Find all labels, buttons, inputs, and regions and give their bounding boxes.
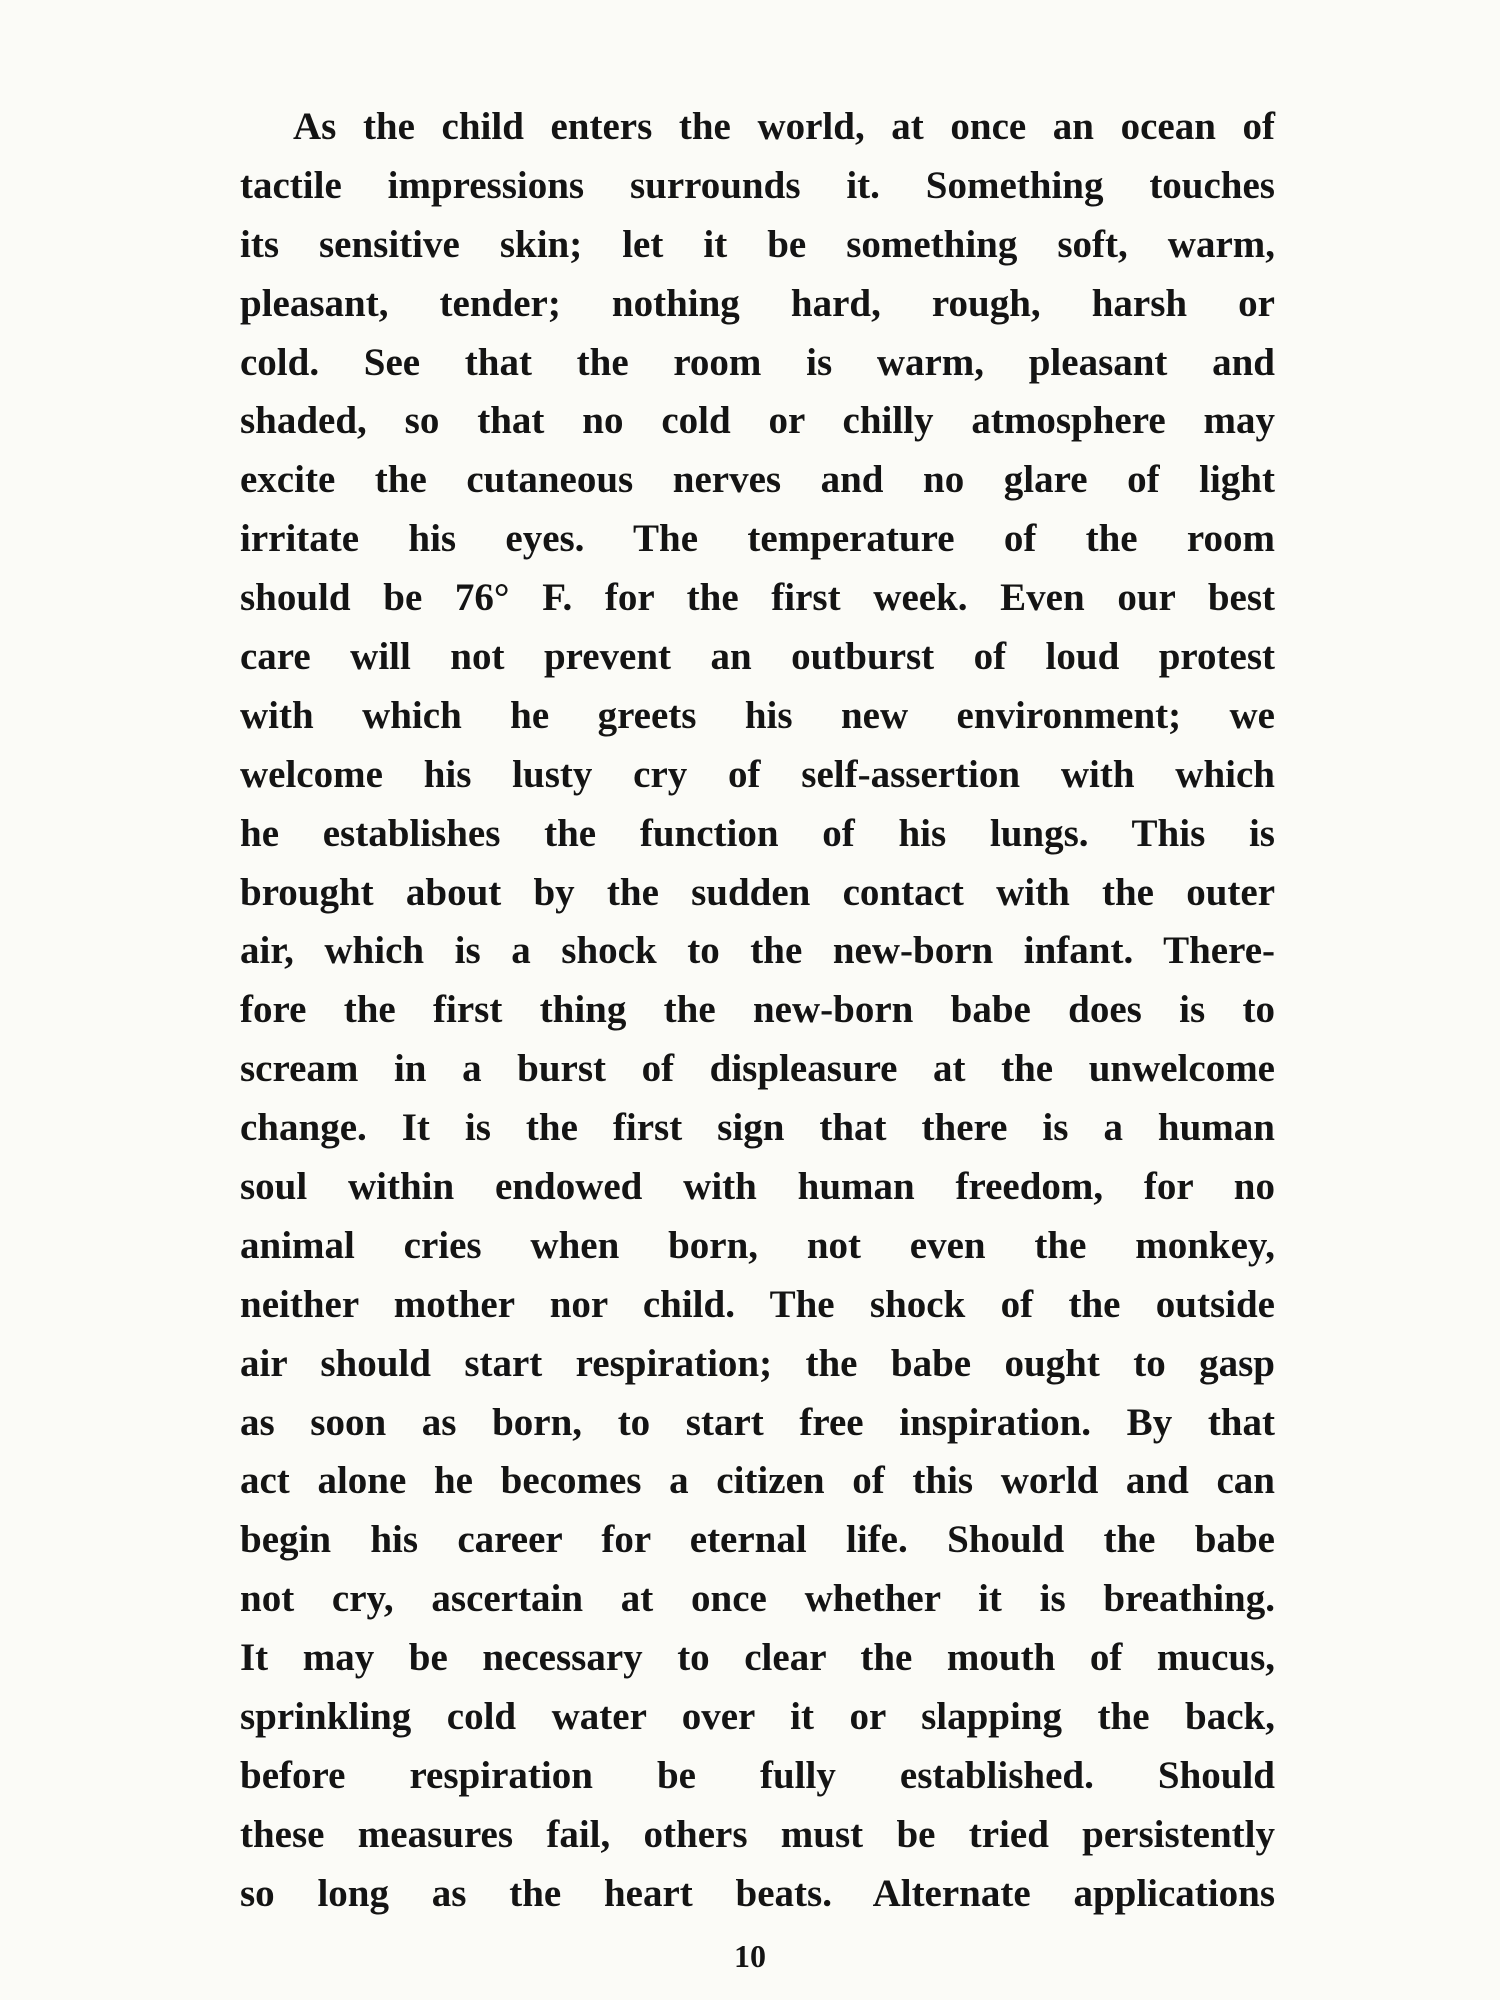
text-line: its sensitive skin; let it be something soft, warm, bbox=[240, 222, 1275, 266]
text-line: As the child enters the world, at once an ocean of bbox=[293, 105, 1275, 148]
text-line: begin his career for eternal life. Should the babe bbox=[240, 1518, 1275, 1562]
text-line: excite the cutaneous nerves and no glare of light bbox=[240, 458, 1275, 502]
text-line: air, which is a shock to the new-born infant. There- bbox=[240, 929, 1275, 973]
text-line: change. It is the first sign that there is a human bbox=[240, 1106, 1275, 1150]
text-line: cold. See that the room is warm, pleasant and bbox=[240, 340, 1275, 384]
text-line: It may be necessary to clear the mouth of mucus, bbox=[240, 1636, 1275, 1680]
text-line: should be 76° F. for the first week. Even our best bbox=[240, 576, 1275, 620]
text-line: soul within endowed with human freedom, for no bbox=[240, 1165, 1275, 1209]
text-line: brought about by the sudden contact with the outer bbox=[240, 870, 1275, 914]
text-line: welcome his lusty cry of self-assertion with which bbox=[240, 752, 1275, 796]
text-line: animal cries when born, not even the monkey, bbox=[240, 1223, 1275, 1267]
text-line: sprinkling cold water over it or slapping the back, bbox=[240, 1695, 1275, 1739]
text-line: care will not prevent an outburst of loud protest bbox=[240, 635, 1275, 679]
text-line: as soon as born, to start free inspiration. By that bbox=[240, 1400, 1275, 1444]
text-line: act alone he becomes a citizen of this world and can bbox=[240, 1459, 1275, 1503]
text-line: he establishes the function of his lungs. This is bbox=[240, 811, 1275, 855]
text-line: irritate his eyes. The temperature of the room bbox=[240, 517, 1275, 561]
text-line: these measures fail, others must be tried persistently bbox=[240, 1812, 1275, 1856]
text-line: so long as the heart beats. Alternate applications bbox=[240, 1871, 1275, 1915]
text-line: pleasant, tender; nothing hard, rough, harsh or bbox=[240, 281, 1275, 325]
text-line: with which he greets his new environment; we bbox=[240, 693, 1275, 737]
text-line: shaded, so that no cold or chilly atmosphere may bbox=[240, 399, 1275, 443]
text-line: not cry, ascertain at once whether it is breathing. bbox=[240, 1577, 1275, 1621]
page-number: 10 bbox=[734, 1938, 766, 1974]
text-line: air should start respiration; the babe ought to gasp bbox=[240, 1341, 1275, 1385]
text-line: fore the first thing the new-born babe does is to bbox=[240, 988, 1275, 1032]
text-line: scream in a burst of displeasure at the unwelcome bbox=[240, 1047, 1275, 1091]
body-text bbox=[240, 98, 1275, 1924]
text-line: before respiration be fully established. Should bbox=[240, 1753, 1275, 1797]
text-line: tactile impressions surrounds it. Something touches bbox=[240, 163, 1275, 207]
text-line: neither mother nor child. The shock of the outside bbox=[240, 1282, 1275, 1326]
